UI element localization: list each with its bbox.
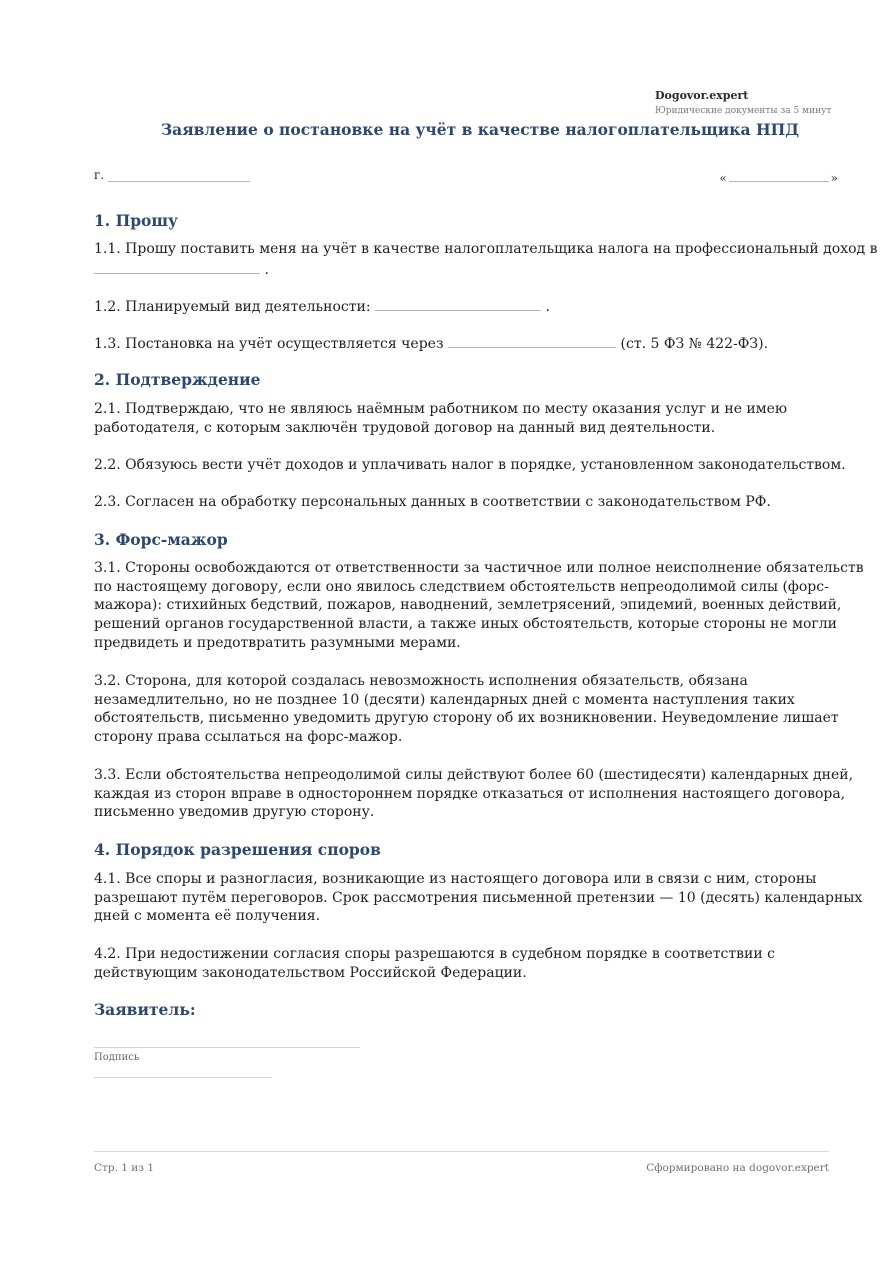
section-title-4: 4. Порядок разрешения споров: [94, 840, 381, 859]
paragraph-4-1: 4.1. Все споры и разногласия, возникающие из настоящего договора или в связи с ним, стороны разрешают путём переговоров. Срок рассмотрения письменной претензии — 10 (десять) календарных дней с момента её получения.: [94, 871, 863, 925]
registration-channel-blank[interactable]: [448, 333, 616, 348]
paragraph-1-2: 1.2. Планируемый вид деятельности: .: [94, 296, 880, 317]
paragraph-2-1: 2.1. Подтверждаю, что не являюсь наёмным работником по месту оказания услуг и не имею работодателя, с которым заключён трудовой договор на данный вид деятельности.: [94, 401, 788, 436]
quote-close: »: [830, 171, 838, 185]
paragraph-4-2: 4.2. При недостижении согласия споры разрешаются в судебном порядке в соответствии с действующим законодательством Российской Федерации.: [94, 946, 775, 981]
activity-blank[interactable]: [375, 296, 541, 311]
document-title: Заявление о постановке на учёт в качестве налогоплательщика НПД: [160, 120, 800, 139]
brand-tagline: Юридические документы за 5 минут: [655, 106, 832, 116]
footer-divider: [94, 1151, 829, 1152]
section-title-1: 1. Прошу: [94, 211, 178, 230]
paragraph-1-1: 1.1. Прошу поставить меня на учёт в качестве налогоплательщика налога на профессиональный доход в .: [94, 241, 878, 278]
date-field: [719, 168, 838, 185]
date-blank[interactable]: [729, 168, 829, 182]
signature-title: Заявитель:: [94, 1000, 196, 1019]
paragraph-1-1-text: 1.1. Прошу поставить меня на учёт в качестве налогоплательщика налога на профессиональный доход в: [94, 241, 878, 257]
paragraph-1-3-text: 1.3. Постановка на учёт осуществляется через: [94, 336, 444, 352]
paragraph-1-3: [94, 333, 880, 354]
paragraph-3-3: 3.3. Если обстоятельства непреодолимой силы действуют более 60 (шестидесяти) календарных дней, каждая из сторон вправе в одностороннем порядке отказаться от исполнения настоящего договора, письменно уведомив другую сторону.: [94, 767, 854, 821]
paragraph-3-1: 3.1. Стороны освобождаются от ответственности за частичное или полное неисполнение обязательств по настоящему договору, если оно явилось следствием обстоятельств непреодолимой силы (форс-мажора): стихийных бедствий, пожаров, наводнений, землетрясений, эпидемий, военных действий, решений органов государственной власти, а также иных обстоятельств, которые стороны не могли предвидеть и предотвратить разумными мерами.: [94, 560, 864, 651]
paragraph-1-2-text: 1.2. Планируемый вид деятельности:: [94, 299, 371, 315]
paragraph-3-2: 3.2. Сторона, для которой создалась невозможность исполнения обязательств, обязана незамедлительно, но не позднее 10 (десяти) календарных дней с момента наступления таких обстоятельств, письменно уведомить другую сторону об их возникновении. Неуведомление лишает сторону права ссылаться на форс-мажор.: [94, 673, 839, 746]
section-title-2: 2. Подтверждение: [94, 370, 261, 389]
brand-block: [655, 88, 831, 118]
brand-name: Dogovor.expert: [655, 89, 749, 102]
footer-page-number: Стр. 1 из 1: [94, 1162, 155, 1174]
signature-name-line[interactable]: [94, 1077, 272, 1078]
city-prefix: г.: [94, 168, 105, 182]
city-blank[interactable]: [108, 168, 250, 182]
paragraph-2-2: 2.2. Обязуюсь вести учёт доходов и уплачивать налог в порядке, установленном законодательством.: [94, 457, 846, 473]
tax-region-blank[interactable]: [94, 259, 260, 274]
quote-open: «: [719, 171, 727, 185]
paragraph-1-3-suffix: (ст. 5 ФЗ № 422-ФЗ).: [620, 336, 769, 352]
signature-line[interactable]: [94, 1047, 360, 1048]
paragraph-2-3: 2.3. Согласен на обработку персональных данных в соответствии с законодательством РФ.: [94, 494, 771, 510]
section-title-3: 3. Форс-мажор: [94, 530, 228, 549]
footer-generated-note: Сформировано на dogovor.expert: [646, 1162, 829, 1174]
place-date-row: [94, 168, 838, 186]
signature-label: Подпись: [94, 1052, 140, 1063]
